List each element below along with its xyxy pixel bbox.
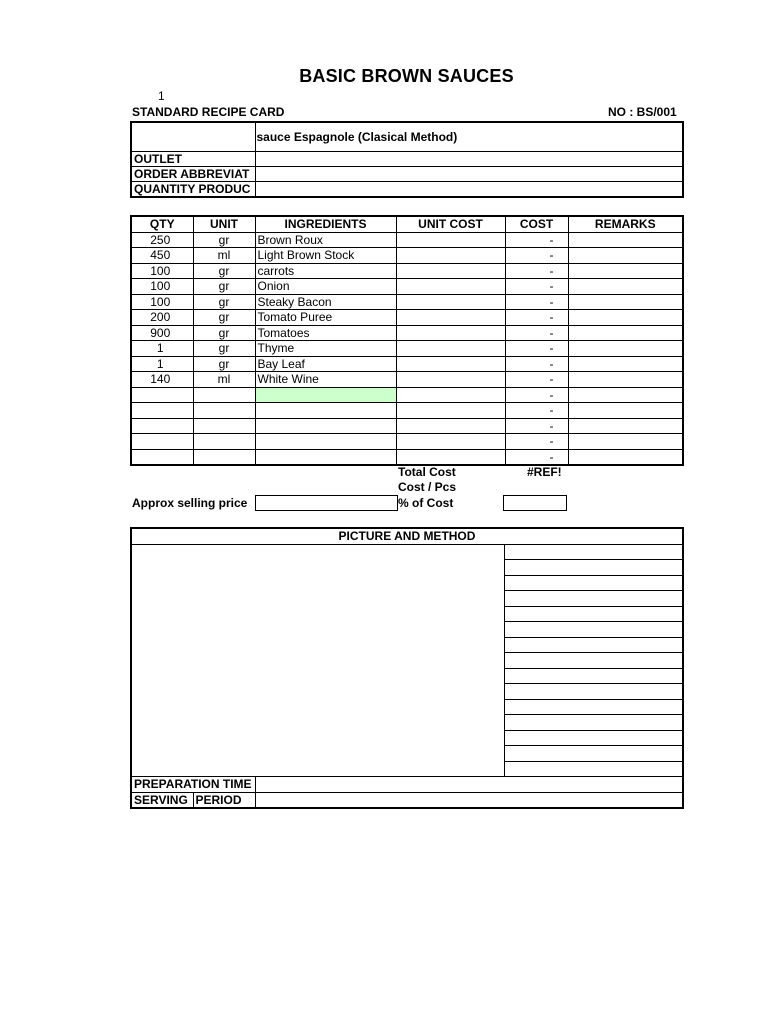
ingredient-name[interactable]: Onion bbox=[255, 279, 396, 295]
ingredient-name[interactable]: Steaky Bacon bbox=[255, 294, 396, 310]
ingredient-unit-cost[interactable] bbox=[396, 449, 505, 465]
ingredient-unit-cost[interactable] bbox=[396, 248, 505, 264]
ingredient-qty[interactable]: 1 bbox=[131, 356, 193, 372]
ingredient-unit[interactable]: gr bbox=[193, 279, 255, 295]
ingredient-qty[interactable] bbox=[131, 403, 193, 419]
column-header-qty: QTY bbox=[131, 216, 193, 232]
ingredient-unit-cost[interactable] bbox=[396, 387, 505, 403]
column-header-unit-cost: UNIT COST bbox=[396, 216, 505, 232]
ingredient-name[interactable]: Light Brown Stock bbox=[255, 248, 396, 264]
method-line[interactable] bbox=[504, 637, 683, 653]
recipe-name-blank bbox=[131, 122, 255, 152]
ingredient-remarks[interactable] bbox=[568, 310, 683, 326]
ingredient-cost[interactable]: - bbox=[505, 403, 568, 419]
ingredient-remarks[interactable] bbox=[568, 325, 683, 341]
ingredients-table bbox=[130, 215, 684, 466]
column-header-remarks: REMARKS bbox=[568, 216, 683, 232]
ingredient-row bbox=[131, 248, 683, 264]
ingredient-unit-cost[interactable] bbox=[396, 356, 505, 372]
ingredient-cost[interactable]: - bbox=[505, 232, 568, 248]
page-title: BASIC BROWN SAUCES bbox=[299, 66, 514, 86]
ingredient-remarks[interactable] bbox=[568, 341, 683, 357]
quantity-produced-field[interactable] bbox=[255, 182, 683, 198]
ingredient-cost[interactable]: - bbox=[505, 325, 568, 341]
ingredient-unit[interactable]: gr bbox=[193, 232, 255, 248]
method-line[interactable] bbox=[504, 746, 683, 762]
picture-area[interactable] bbox=[131, 544, 504, 777]
column-header-ingredients: INGREDIENTS bbox=[255, 216, 396, 232]
ingredient-unit-cost[interactable] bbox=[396, 434, 505, 450]
picture-method-table bbox=[130, 527, 684, 809]
ingredient-unit[interactable]: gr bbox=[193, 263, 255, 279]
ingredient-remarks[interactable] bbox=[568, 387, 683, 403]
ingredient-remarks[interactable] bbox=[568, 449, 683, 465]
ingredient-qty[interactable] bbox=[131, 434, 193, 450]
recipe-info-table bbox=[130, 121, 684, 198]
card-label: STANDARD RECIPE CARD bbox=[132, 105, 285, 119]
recipe-name[interactable]: sauce Espagnole (Clasical Method) bbox=[255, 122, 683, 152]
ingredient-name[interactable] bbox=[255, 387, 396, 403]
ingredient-remarks[interactable] bbox=[568, 356, 683, 372]
ingredient-row bbox=[131, 341, 683, 357]
quantity-produced-label: QUANTITY PRODUC bbox=[131, 182, 255, 198]
ingredient-unit[interactable]: gr bbox=[193, 310, 255, 326]
ingredient-cost[interactable]: - bbox=[505, 356, 568, 372]
ingredient-unit[interactable]: gr bbox=[193, 356, 255, 372]
ingredient-row bbox=[131, 263, 683, 279]
ingredient-name[interactable]: Brown Roux bbox=[255, 232, 396, 248]
method-line[interactable] bbox=[504, 622, 683, 638]
ingredient-qty[interactable] bbox=[131, 418, 193, 434]
ingredient-row bbox=[131, 232, 683, 248]
ingredient-remarks[interactable] bbox=[568, 263, 683, 279]
method-line[interactable] bbox=[504, 761, 683, 777]
ingredient-remarks[interactable] bbox=[568, 248, 683, 264]
method-line[interactable] bbox=[504, 606, 683, 622]
ingredient-remarks[interactable] bbox=[568, 294, 683, 310]
ingredient-row bbox=[131, 325, 683, 341]
ingredient-qty[interactable]: 100 bbox=[131, 263, 193, 279]
ingredient-qty[interactable]: 450 bbox=[131, 248, 193, 264]
ingredient-unit-cost[interactable] bbox=[396, 310, 505, 326]
percent-of-cost-field[interactable] bbox=[503, 495, 567, 511]
ingredient-qty[interactable]: 100 bbox=[131, 279, 193, 295]
ingredient-qty[interactable]: 900 bbox=[131, 325, 193, 341]
ingredient-cost[interactable]: - bbox=[505, 434, 568, 450]
ingredient-name[interactable] bbox=[255, 418, 396, 434]
ingredient-unit-cost[interactable] bbox=[396, 232, 505, 248]
ingredient-unit[interactable]: ml bbox=[193, 248, 255, 264]
ingredient-remarks[interactable] bbox=[568, 418, 683, 434]
ingredient-qty[interactable]: 100 bbox=[131, 294, 193, 310]
method-line[interactable] bbox=[504, 560, 683, 576]
card-number: NO : BS/001 bbox=[608, 105, 677, 119]
ingredient-row bbox=[131, 387, 683, 403]
ingredient-name[interactable]: Tomatoes bbox=[255, 325, 396, 341]
ingredient-unit-cost[interactable] bbox=[396, 279, 505, 295]
column-header-unit: UNIT bbox=[193, 216, 255, 232]
order-abbreviation-label: ORDER ABBREVIAT bbox=[131, 167, 255, 182]
ingredient-qty[interactable]: 250 bbox=[131, 232, 193, 248]
ingredient-name[interactable]: Tomato Puree bbox=[255, 310, 396, 326]
ingredient-unit-cost[interactable] bbox=[396, 403, 505, 419]
period-label: PERIOD bbox=[193, 792, 255, 808]
ingredient-qty[interactable]: 1 bbox=[131, 341, 193, 357]
ingredient-cost[interactable]: - bbox=[505, 263, 568, 279]
method-line[interactable] bbox=[504, 575, 683, 591]
method-line[interactable] bbox=[504, 544, 683, 560]
ingredient-remarks[interactable] bbox=[568, 434, 683, 450]
method-line[interactable] bbox=[504, 730, 683, 746]
ingredient-cost[interactable]: - bbox=[505, 418, 568, 434]
ingredient-row bbox=[131, 356, 683, 372]
approx-selling-price-field[interactable] bbox=[255, 495, 398, 511]
ingredient-row bbox=[131, 449, 683, 465]
picture-method-header: PICTURE AND METHOD bbox=[131, 528, 683, 544]
ingredient-row bbox=[131, 372, 683, 388]
ingredient-unit[interactable]: gr bbox=[193, 325, 255, 341]
ingredient-cost[interactable]: - bbox=[505, 294, 568, 310]
ingredient-qty[interactable] bbox=[131, 449, 193, 465]
approx-selling-price-label: Approx selling price bbox=[132, 496, 248, 510]
ingredient-name[interactable] bbox=[255, 434, 396, 450]
cost-per-piece-label: Cost / Pcs bbox=[398, 480, 457, 494]
total-cost-value: #REF! bbox=[527, 465, 562, 479]
ingredient-cost[interactable]: - bbox=[505, 279, 568, 295]
method-line[interactable] bbox=[504, 668, 683, 684]
ingredient-unit-cost[interactable] bbox=[396, 263, 505, 279]
method-line[interactable] bbox=[504, 684, 683, 700]
column-header-cost: COST bbox=[505, 216, 568, 232]
ingredient-remarks[interactable] bbox=[568, 279, 683, 295]
ingredient-name[interactable]: carrots bbox=[255, 263, 396, 279]
outlet-field[interactable] bbox=[255, 152, 683, 167]
method-line[interactable] bbox=[504, 699, 683, 715]
ingredient-qty[interactable]: 140 bbox=[131, 372, 193, 388]
method-line[interactable] bbox=[504, 653, 683, 669]
ingredient-unit-cost[interactable] bbox=[396, 294, 505, 310]
percent-of-cost-label: % of Cost bbox=[398, 496, 454, 510]
ingredient-unit-cost[interactable] bbox=[396, 341, 505, 357]
preparation-time-field[interactable] bbox=[255, 777, 683, 793]
ingredient-unit[interactable] bbox=[193, 418, 255, 434]
ingredient-row bbox=[131, 434, 683, 450]
ingredient-cost[interactable]: - bbox=[505, 387, 568, 403]
ingredient-remarks[interactable] bbox=[568, 372, 683, 388]
ingredient-unit-cost[interactable] bbox=[396, 372, 505, 388]
method-line[interactable] bbox=[504, 591, 683, 607]
ingredient-row bbox=[131, 310, 683, 326]
ingredient-unit[interactable] bbox=[193, 434, 255, 450]
ingredient-row bbox=[131, 279, 683, 295]
ingredient-remarks[interactable] bbox=[568, 232, 683, 248]
ingredient-unit[interactable]: ml bbox=[193, 372, 255, 388]
preparation-time-label: PREPARATION TIME bbox=[131, 777, 255, 793]
ingredient-row bbox=[131, 418, 683, 434]
ingredient-name[interactable] bbox=[255, 449, 396, 465]
ingredient-cost[interactable]: - bbox=[505, 310, 568, 326]
ingredient-name[interactable] bbox=[255, 403, 396, 419]
ingredient-unit[interactable]: gr bbox=[193, 294, 255, 310]
ingredient-cost[interactable]: - bbox=[505, 341, 568, 357]
ingredient-unit[interactable]: gr bbox=[193, 341, 255, 357]
serving-label: SERVING bbox=[131, 792, 193, 808]
ingredient-unit[interactable] bbox=[193, 403, 255, 419]
method-line[interactable] bbox=[504, 715, 683, 731]
ingredient-cost[interactable]: - bbox=[505, 449, 568, 465]
ingredient-remarks[interactable] bbox=[568, 403, 683, 419]
total-cost-label: Total Cost bbox=[398, 465, 456, 479]
ingredient-row bbox=[131, 403, 683, 419]
ingredient-cost[interactable]: - bbox=[505, 372, 568, 388]
ingredient-name[interactable]: Bay Leaf bbox=[255, 356, 396, 372]
ingredient-unit[interactable] bbox=[193, 449, 255, 465]
ingredient-unit-cost[interactable] bbox=[396, 325, 505, 341]
outlet-label: OUTLET bbox=[131, 152, 255, 167]
ingredient-qty[interactable] bbox=[131, 387, 193, 403]
ingredient-name[interactable]: White Wine bbox=[255, 372, 396, 388]
ingredient-unit[interactable] bbox=[193, 387, 255, 403]
ingredient-name[interactable]: Thyme bbox=[255, 341, 396, 357]
ingredient-row bbox=[131, 294, 683, 310]
ingredient-cost[interactable]: - bbox=[505, 248, 568, 264]
ingredient-qty[interactable]: 200 bbox=[131, 310, 193, 326]
order-abbreviation-field[interactable] bbox=[255, 167, 683, 182]
page-number: 1 bbox=[158, 89, 165, 103]
ingredient-unit-cost[interactable] bbox=[396, 418, 505, 434]
serving-period-field[interactable] bbox=[255, 792, 683, 808]
